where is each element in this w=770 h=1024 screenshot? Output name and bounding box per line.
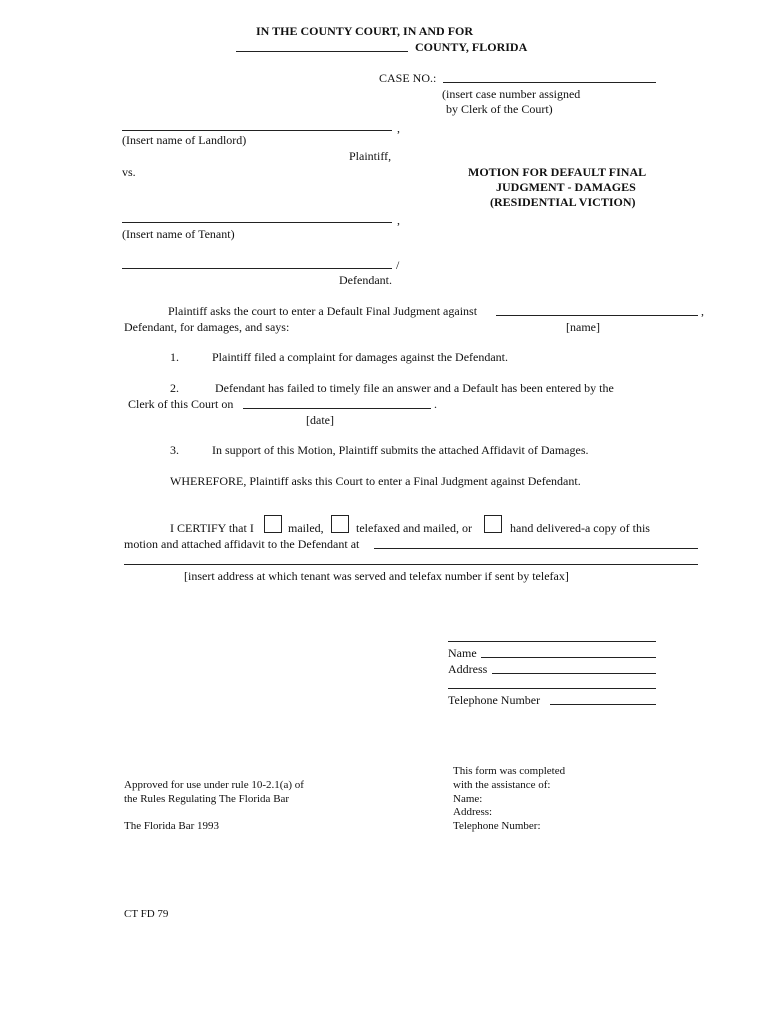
case-no-note-1: (insert case number assigned <box>442 87 581 101</box>
hand-delivered-label: hand delivered-a copy of this <box>510 521 650 535</box>
case-no-field[interactable] <box>443 82 656 83</box>
telefaxed-label: telefaxed and mailed, or <box>356 521 472 535</box>
intro-comma: , <box>701 304 704 318</box>
landlord-name-field[interactable] <box>122 130 392 131</box>
mailed-checkbox[interactable] <box>264 515 282 533</box>
assistance-name-label: Name: <box>453 793 483 805</box>
paragraph-2-line2: Clerk of this Court on <box>128 397 234 411</box>
motion-title-line1: MOTION FOR DEFAULT FINAL <box>468 165 647 179</box>
approval-note-1: Approved for use under rule 10-2.1(a) of <box>124 779 304 791</box>
motion-title-line2: JUDGMENT - DAMAGES <box>496 180 636 194</box>
telefaxed-checkbox[interactable] <box>331 515 349 533</box>
court-heading-line1: IN THE COUNTY COURT, IN AND FOR <box>256 24 474 38</box>
assistance-phone-label: Telephone Number: <box>453 820 541 832</box>
assistance-note-1: This form was completed <box>453 765 566 777</box>
default-date-field[interactable] <box>243 408 431 409</box>
date-hint: [date] <box>306 413 334 427</box>
assistance-address-label: Address: <box>453 806 493 818</box>
paragraph-3-text: In support of this Motion, Plaintiff submits the attached Affidavit of Damages. <box>212 443 589 457</box>
tenant-comma: , <box>397 213 400 227</box>
certify-line2: motion and attached affidavit to the Defendant at <box>124 537 360 551</box>
paragraph-2-text: Defendant has failed to timely file an answer and a Default has been entered by the <box>215 381 614 395</box>
sig-address-label: Address <box>448 662 488 676</box>
sig-name-label: Name <box>448 646 477 660</box>
sig-address-field-2[interactable] <box>448 688 656 689</box>
sig-phone-label: Telephone Number <box>448 693 541 707</box>
defendant-signature-line[interactable] <box>122 268 392 269</box>
landlord-comma: , <box>397 121 400 135</box>
paragraph-3-number: 3. <box>170 443 179 457</box>
sig-address-field[interactable] <box>492 673 656 674</box>
sig-phone-field[interactable] <box>550 704 656 705</box>
caption-slash: / <box>396 258 400 272</box>
defendant-address-field[interactable] <box>374 548 698 549</box>
paragraph-2-period: . <box>434 397 437 411</box>
form-code: CT FD 79 <box>124 908 169 920</box>
paragraph-1-text: Plaintiff filed a complaint for damages against the Defendant. <box>212 350 509 364</box>
landlord-label: (Insert name of Landlord) <box>122 133 247 147</box>
assistance-note-2: with the assistance of: <box>453 779 551 791</box>
plaintiff-label: Plaintiff, <box>349 149 392 163</box>
hand-delivered-checkbox[interactable] <box>484 515 502 533</box>
florida-bar-year: The Florida Bar 1993 <box>124 820 220 832</box>
intro-text: Plaintiff asks the court to enter a Default Final Judgment against <box>168 304 478 318</box>
case-no-label: CASE NO.: <box>379 71 437 85</box>
defendant-address-field-2[interactable] <box>124 564 698 565</box>
tenant-label: (Insert name of Tenant) <box>122 227 235 241</box>
paragraph-2-number: 2. <box>170 381 179 395</box>
sig-name-field[interactable] <box>481 657 656 658</box>
defendant-label: Defendant. <box>339 273 392 287</box>
paragraph-1-number: 1. <box>170 350 179 364</box>
approval-note-2: the Rules Regulating The Florida Bar <box>124 793 290 805</box>
vs-label: vs. <box>122 165 136 179</box>
motion-title-line3: (RESIDENTIAL VICTION) <box>490 195 636 209</box>
court-heading-line2: COUNTY, FLORIDA <box>415 40 528 54</box>
county-blank-field[interactable] <box>236 51 408 52</box>
signature-line[interactable] <box>448 641 656 642</box>
tenant-name-field[interactable] <box>122 222 392 223</box>
certify-lead: I CERTIFY that I <box>170 521 254 535</box>
wherefore-clause: WHEREFORE, Plaintiff asks this Court to enter a Final Judgment against Defendant. <box>170 474 581 488</box>
intro-text-line2: Defendant, for damages, and says: <box>124 320 290 334</box>
address-hint: [insert address at which tenant was served and telefax number if sent by telefax] <box>184 569 569 583</box>
name-hint: [name] <box>566 320 600 334</box>
mailed-label: mailed, <box>288 521 324 535</box>
case-no-note-2: by Clerk of the Court) <box>446 102 553 116</box>
defendant-name-field[interactable] <box>496 315 698 316</box>
